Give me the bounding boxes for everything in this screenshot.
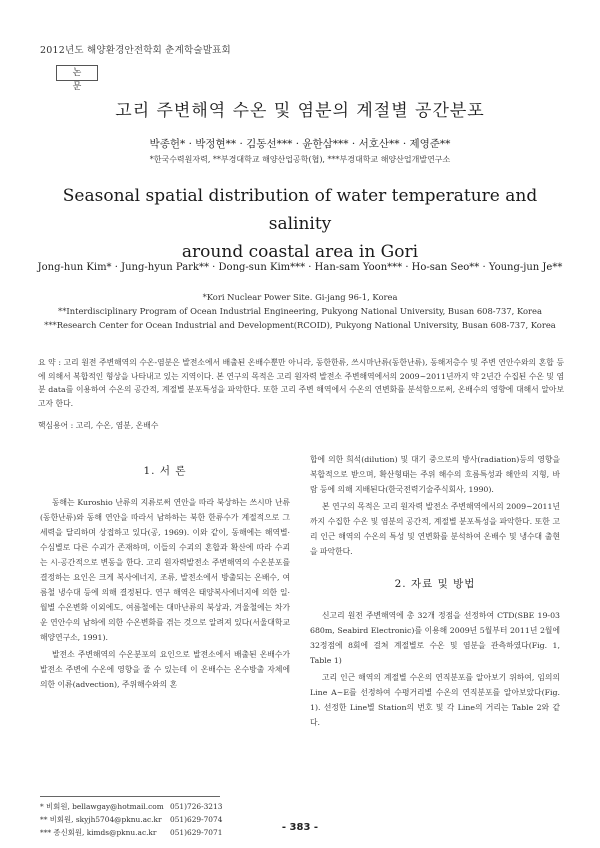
- abstract: 요 약 : 고리 원전 주변해역의 수온-염분은 발전소에서 배출된 온배수뿐만 아니라, 동한한류, 쓰시마난류(동한난류), 동해저층수 및 주변 연안수와의 혼합 등에 의해서 복합적인 형상을 나타내고 있는 지역이다. 본 연구의 목적은 고리 원자력 발전소 주변해역에서의 2009~2011년까지 약 2년간 수집된 수온 및 염분 data를 이용하여 수온의 공간적, 계절별 분포특성을 파악한다. 또한 고리 주변 해역에서 수온의 연변화를 분석함으로써, 온배수의 영향에 대해서 알아보고자 한다.: [38, 358, 564, 408]
- title-english: [40, 182, 560, 266]
- footnote-row: [40, 800, 290, 813]
- body-paragraph: 발전소 주변해역의 수온분포의 요인으로 발전소에서 배출된 온배수가 발전소 주변에 수온에 영향을 줄 수 있는데 이 온배수는 온수방출 자체에 의한 이류(advection), 주위해수와의 혼: [40, 650, 290, 689]
- section-2-title: 2. 자료 및 방법: [394, 578, 476, 590]
- title-korean: 고리 주변해역 수온 및 염분의 계절별 공간분포: [115, 101, 485, 121]
- section-1-title: 1. 서 론: [143, 465, 187, 477]
- conference-header: 2012년도 해양환경안전학회 춘계학술발표회: [40, 45, 231, 56]
- body-paragraph: 합에 의한 희석(dilution) 및 대기 중으로의 방사(radiation)등의 영향을 복합적으로 받으며, 확산형태는 주위 해수의 흐름특성과 해안의 지형, 바람 등에 의해 지배된다(한국전력기술주식회사, 1990).: [310, 455, 560, 494]
- affiliations-english: [40, 290, 560, 332]
- footnote-phone: 051)629-7071: [170, 828, 223, 837]
- affiliation-korean: *한국수력원자력, **부경대학교 해양산업공학(협), ***부경대학교 해양산업개발연구소: [149, 155, 451, 164]
- footnotes: [40, 800, 290, 839]
- body-paragraph: 신고리 원전 주변해역에 총 32개 정점을 선정하여 CTD(SBE 19-03 680m, Seabird Electronic)를 이용해 2009년 5월부터 2011년 2월에 32정점에 8회에 걸쳐 계절별로 수온 및 염분을 관측하였다(Fig. 1, Table 1): [310, 611, 560, 665]
- paper-type-label: 논 문: [56, 65, 98, 81]
- affiliation-english-1: *Kori Nuclear Power Site. Gi-jang 96-1, Korea: [202, 292, 398, 302]
- affiliation-english-2: **Interdisciplinary Program of Ocean Industrial Engineering, Pukyong National University, Busan 608-737, Korea: [58, 306, 542, 316]
- footnote-phone: 051)726-3213: [170, 802, 223, 811]
- footnote-divider: [40, 796, 220, 797]
- keywords: 핵심용어 : 고리, 수온, 염분, 온배수: [38, 421, 159, 430]
- left-column: [40, 452, 290, 694]
- title-english-line-1: Seasonal spatial distribution of water temperature and salinity: [62, 186, 538, 234]
- authors-korean: 박종헌* · 박정현** · 김동선*** · 윤한삼*** · 서호산** · 제영준**: [149, 138, 451, 150]
- footnote-author: ** 비회원, skyjh5704@pknu.ac.kr: [40, 815, 162, 824]
- footnote-phone: 051)629-7074: [170, 815, 223, 824]
- title-english-line-2: around coastal area in Gori: [181, 242, 419, 262]
- footnote-author: *** 종신회원, kimds@pknu.ac.kr: [40, 828, 157, 837]
- page-number: - 383 -: [281, 822, 319, 833]
- body-paragraph: 본 연구의 목적은 고리 원자력 발전소 주변해역에서의 2009~2011년까지 수집한 수온 및 염분의 공간적, 계절별 분포특성을 파악한다. 또한 고리 인근 해역의 수온의 특성 및 연변화를 분석하여 온배수 및 냉수대 출현을 파악한다.: [310, 502, 560, 556]
- body-paragraph: 동해는 Kuroshio 난류의 지류로써 연안을 따라 북상하는 쓰시마 난류(동한난류)와 동해 연안을 따라서 남하하는 북한 한류수가 계절적으로 그 세력을 달리하며 상접하고 있다(공, 1969). 이와 같이, 동해에는 해역별·수심별로 다른 수괴가 존재하며, 이들의 수괴의 혼합과 확산에 따라 수괴는 시·공간적으로 변동을 한다. 고리 원자력발전소 주변해역의 수온분포를 결정하는 요인은 크게 복사에너지, 조류, 발전소에서 방출되는 온배수, 여름철 냉수대 등에 의해 결정된다. 연구 해역은 태양복사에너지에 의한 일·월별 수온변화 이외에도, 여름철에는 대마난류의 북상과, 겨울철에는 차가운 연안수의 남하에 의한 수온변화를 겪는 것으로 알려져 있다(서울대학교 해양연구소, 1991).: [40, 498, 290, 642]
- authors-english: Jong-hun Kim* · Jung-hyun Park** · Dong-sun Kim*** · Han-sam Yoon*** · Ho-san Seo** · Young-jun Je**: [37, 262, 563, 273]
- footnote-author: * 비회원, bellawgay@hotmail.com: [40, 802, 164, 811]
- body-paragraph: 고리 인근 해역의 계절별 수온의 연직분포를 알아보기 위하여, 임의의 Line A~E를 선정하여 수평거리별 수온의 연직분포를 알아보았다(Fig. 1). 선정한 Line별 Station의 번호 및 각 Line의 거리는 Table 2와 같다.: [310, 673, 560, 727]
- affiliation-english-3: ***Research Center for Ocean Industrial and Development(RCOID), Pukyong National University, Busan 608-737, Korea: [44, 320, 556, 330]
- right-column: [310, 452, 560, 732]
